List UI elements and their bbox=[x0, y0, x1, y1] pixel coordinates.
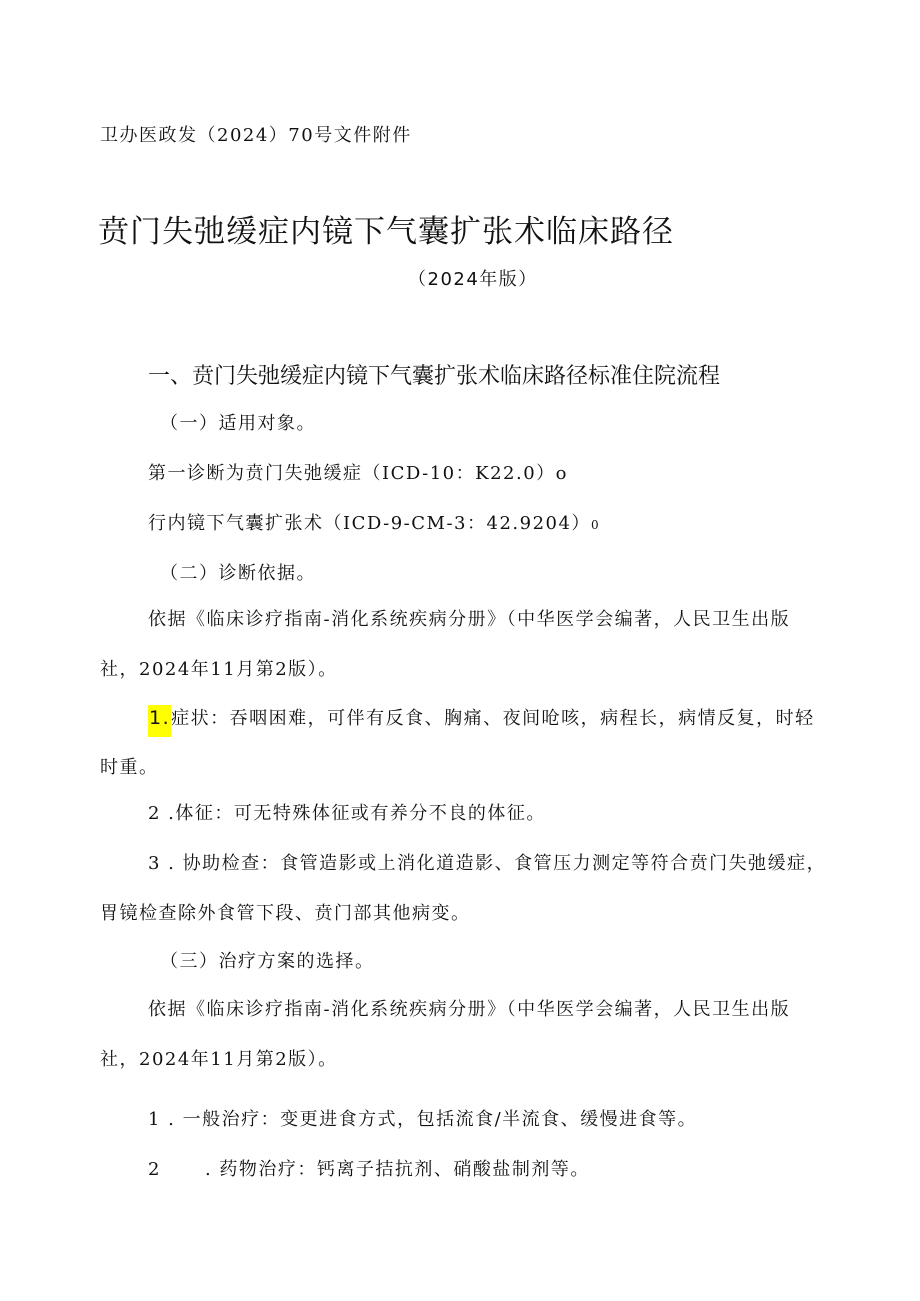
subsection-heading-treatment: （三）治疗方案的选择。 bbox=[160, 951, 375, 972]
subsection-heading-diagnosis: （二）诊断依据。 bbox=[160, 563, 316, 584]
doc-reference: 卫办医政发（2024）70号文件附件 bbox=[100, 125, 412, 146]
page-title: 贲门失弛缓症内镜下气囊扩张术临床路径 bbox=[98, 214, 674, 250]
reference-line-1: 依据《临床诊疗指南-消化系统疾病分册》（中华医学会编著，人民卫生出版 bbox=[148, 609, 791, 630]
symptom-continuation: 时重。 bbox=[100, 757, 159, 778]
procedure-text: 行内镜下气囊扩张术（ICD-9-CM-3：42.9204） bbox=[148, 513, 591, 534]
section-heading: 一、贲门失弛缓症内镜下气囊扩张术临床路径标准住院流程 bbox=[148, 364, 721, 389]
sign-item: 2 .体征：可无特殊体征或有养分不良的体征。 bbox=[148, 803, 546, 824]
treatment-reference-line-1: 依据《临床诊疗指南-消化系统疾病分册》（中华医学会编著，人民卫生出版 bbox=[148, 999, 791, 1020]
procedure-line bbox=[148, 512, 600, 537]
highlighted-number: 1. bbox=[148, 705, 171, 737]
procedure-suffix: 0 bbox=[590, 518, 601, 532]
reference-line-2: 社，2024年11月第2版）。 bbox=[100, 659, 338, 680]
symptom-item bbox=[148, 706, 815, 731]
exam-item-line-2: 胃镜检查除外食管下段、贲门部其他病变。 bbox=[100, 903, 471, 924]
edition-label: （2024年版） bbox=[408, 269, 538, 290]
drug-treatment-item bbox=[148, 1158, 590, 1182]
diagnosis-line: 第一诊断为贲门失弛缓症（ICD-10：K22.0）o bbox=[148, 463, 568, 484]
subsection-heading-applicable: （一）适用对象。 bbox=[160, 413, 316, 434]
exam-item-line-1: 3 . 协助检查：食管造影或上消化道造影、食管压力测定等符合贲门失弛缓症， bbox=[148, 853, 827, 874]
drug-treatment-number: 2 bbox=[148, 1159, 161, 1180]
drug-treatment-text: . 药物治疗：钙离子拮抗剂、硝酸盐制剂等。 bbox=[204, 1159, 590, 1180]
treatment-reference-line-2: 社，2024年11月第2版）。 bbox=[100, 1049, 338, 1070]
symptom-text: 症状：吞咽困难，可伴有反食、胸痛、夜间呛咳，病程长，病情反复，时轻 bbox=[171, 708, 815, 729]
general-treatment-item: 1 . 一般治疗：变更进食方式，包括流食/半流食、缓慢进食等。 bbox=[148, 1109, 698, 1130]
